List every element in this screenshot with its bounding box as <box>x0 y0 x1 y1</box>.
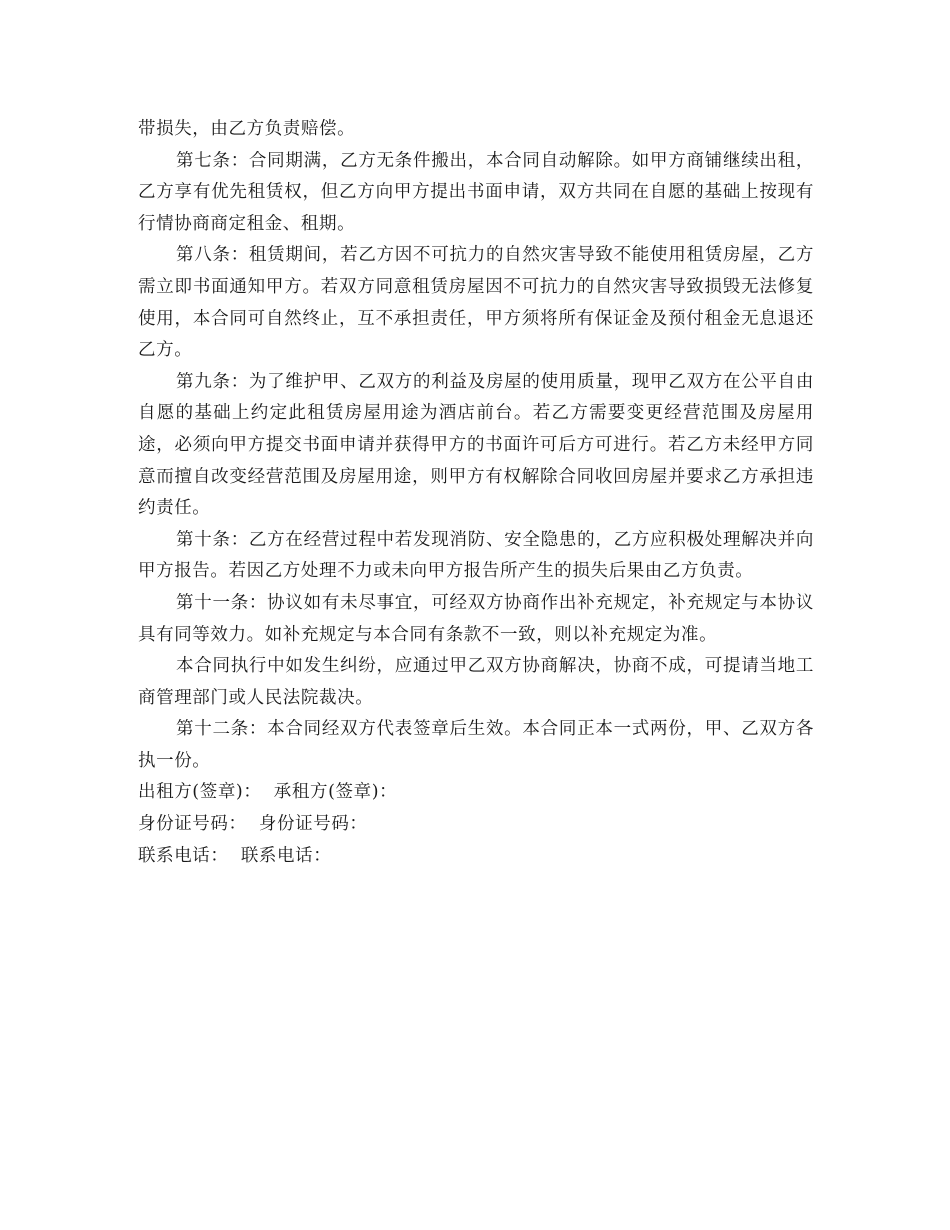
article-10: 第十条：乙方在经营过程中若发现消防、安全隐患的，乙方应积极处理解决并向甲方报告。若因乙方处理不力或未向甲方报告所产生的损失后果由乙方负责。 <box>138 529 814 582</box>
article-12: 第十二条：本合同经双方代表签章后生效。本合同正本一式两份，甲、乙双方各执一份。 <box>138 719 814 771</box>
article-8: 第八条：租赁期间，若乙方因不可抗力的自然灾害导致不能使用租赁房屋，乙方需立即书面通知甲方。若双方同意租赁房屋因不可抗力的自然灾害导致损毁无法修复使用，本合同可自然终止，互不承担责任，甲方须将所有保证金及预付租金无息退还乙方。 <box>138 245 814 361</box>
article-11: 第十一条：协议如有未尽事宜，可经双方协商作出补充规定，补充规定与本协议具有同等效力。如补充规定与本合同有条款不一致，则以补充规定为准。 <box>138 592 814 645</box>
article-9: 第九条：为了维护甲、乙双方的利益及房屋的使用质量，现甲乙双方在公平自由自愿的基础上约定此租赁房屋用途为酒店前台。若乙方需要变更经营范围及房屋用途，必须向甲方提交书面申请并获得甲方的书面许可后方可进行。若乙方未经甲方同意而擅自改变经营范围及房屋用途，则甲方有权解除合同收回房屋并要求乙方承担违约责任。 <box>138 371 814 519</box>
id-number-line: 身份证号码： 身份证号码： <box>138 814 368 835</box>
contract-body <box>138 114 814 872</box>
dispute-clause: 本合同执行中如发生纠纷，应通过甲乙双方协商解决，协商不成，可提请当地工商管理部门或人民法院裁决。 <box>138 656 814 708</box>
paragraph-continuation: 带损失，由乙方负责赔偿。 <box>138 119 356 139</box>
signature-line: 出租方(签章)： 承租方(签章)： <box>138 782 398 803</box>
article-7: 第七条：合同期满，乙方无条件搬出，本合同自动解除。如甲方商铺继续出租，乙方享有优先租赁权，但乙方向甲方提出书面申请，双方共同在自愿的基础上按现有行情协商商定租金、租期。 <box>138 150 814 234</box>
contact-phone-line: 联系电话： 联系电话： <box>138 845 332 866</box>
